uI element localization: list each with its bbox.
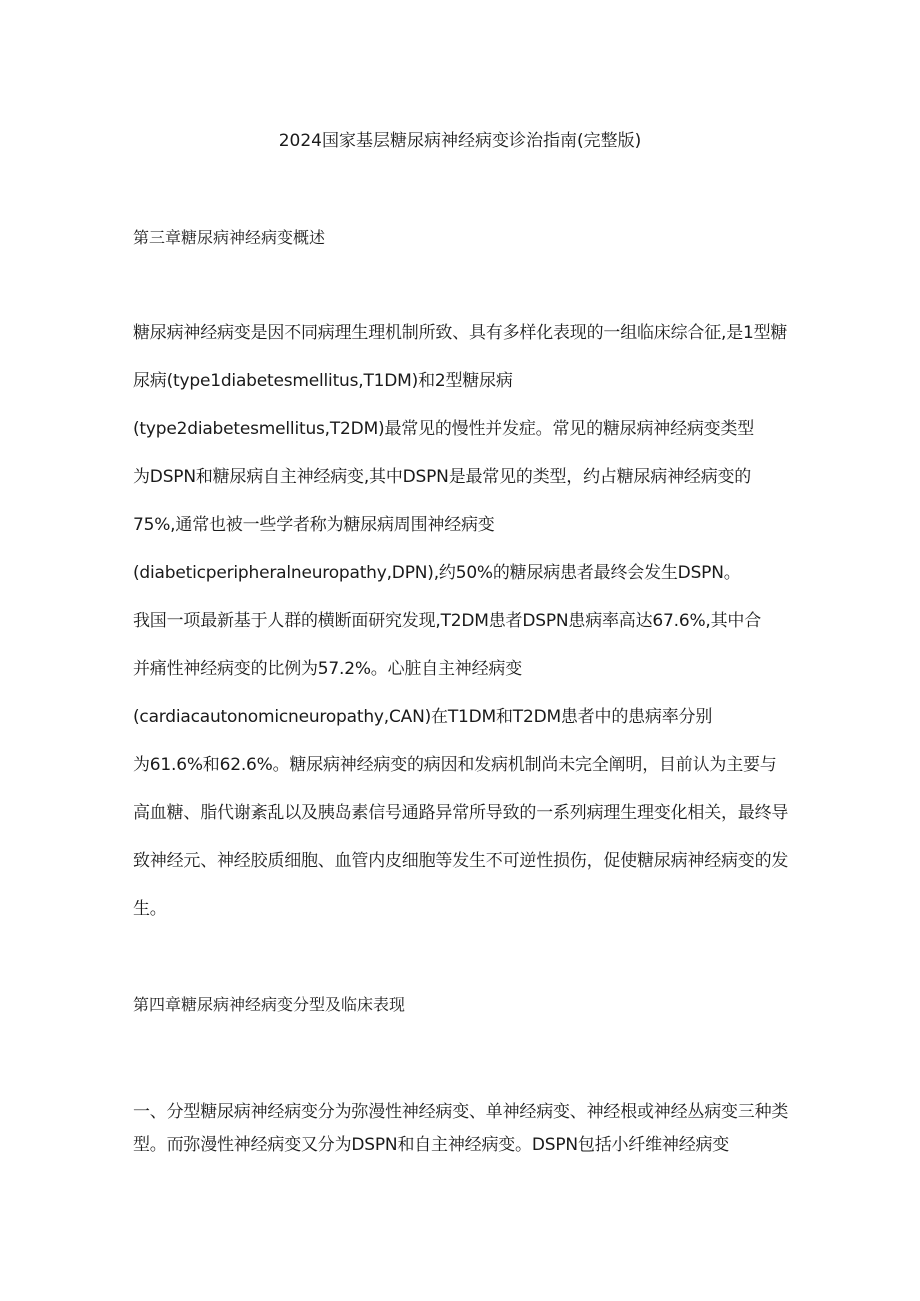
chapter-3-line: 致神经元、神经胶质细胞、血管内皮细胞等发生不可逆性损伤，促使糖尿病神经病变的发	[133, 851, 789, 871]
chapter-3-line: (type2diabetesmellitus,T2DM)最常见的慢性并发症。常见的糖尿病神经病变类型	[133, 419, 755, 439]
chapter-3-line: 高血糖、脂代谢紊乱以及胰岛素信号通路异常所导致的一系列病理生理变化相关，最终导	[133, 803, 789, 823]
document-title: 2024国家基层糖尿病神经病变诊治指南(完整版)	[278, 131, 642, 151]
chapter-3-heading: 第三章糖尿病神经病变概述	[133, 228, 326, 247]
chapter-4-line: 型。而弥漫性神经病变又分为DSPN和自主神经病变。DSPN包括小纤维神经病变	[133, 1135, 730, 1155]
chapter-3-line: 为61.6%和62.6%。糖尿病神经病变的病因和发病机制尚未完全阐明，目前认为主要与	[133, 755, 777, 775]
chapter-3-line: (cardiacautonomicneuropathy,CAN)在T1DM和T2DM患者中的患病率分别	[133, 707, 713, 727]
chapter-3-line: 为DSPN和糖尿病自主神经病变,其中DSPN是最常见的类型，约占糖尿病神经病变的	[133, 467, 752, 487]
chapter-3-line: 生。	[133, 899, 167, 919]
chapter-4-line: 一、分型糖尿病神经病变分为弥漫性神经病变、单神经病变、神经根或神经丛病变三种类	[133, 1102, 789, 1122]
chapter-4-heading: 第四章糖尿病神经病变分型及临床表现	[133, 995, 406, 1014]
chapter-3-line: 并痛性神经病变的比例为57.2%。心脏自主神经病变	[133, 659, 523, 679]
chapter-3-line: 75%,通常也被一些学者称为糖尿病周围神经病变	[133, 515, 495, 535]
chapter-3-line: (diabeticperipheralneuropathy,DPN),约50%的糖尿病患者最终会发生DSPN。	[133, 563, 741, 583]
chapter-3-line: 我国一项最新基于人群的横断面研究发现,T2DM患者DSPN患病率高达67.6%,其中合	[133, 611, 762, 631]
chapter-3-line: 糖尿病神经病变是因不同病理生理机制所致、具有多样化表现的一组临床综合征,是1型糖	[133, 323, 788, 343]
chapter-3-line: 尿病(type1diabetesmellitus,T1DM)和2型糖尿病	[133, 371, 513, 391]
